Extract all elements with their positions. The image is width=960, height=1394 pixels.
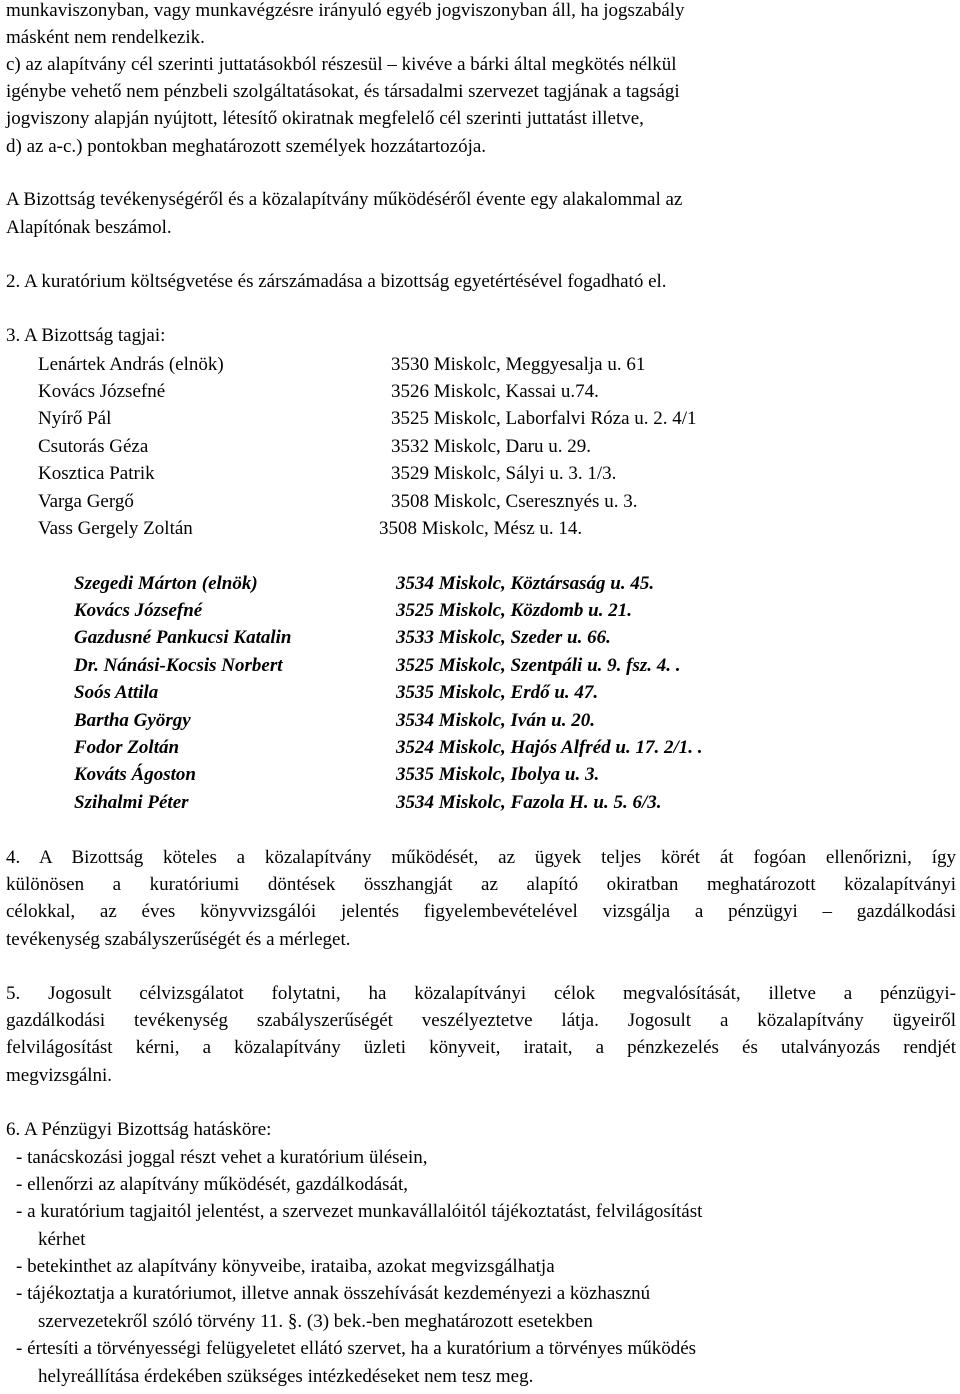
member-name: Gazdusné Pankucsi Katalin (74, 627, 292, 648)
intro-line-3: c) az alapítvány cél szerinti juttatásokból részesül – kivéve a bárki által megkötés nélkül (6, 54, 677, 75)
member-name: Dr. Nánási-Kocsis Norbert (74, 655, 283, 676)
member-address: 3525 Miskolc, Közdomb u. 21. (396, 600, 632, 621)
former-member-name: Varga Gergő (38, 491, 134, 512)
former-member-address: 3508 Miskolc, Mész u. 14. (379, 518, 583, 539)
member-address: 3533 Miskolc, Szeder u. 66. (396, 627, 611, 648)
paragraph-5-line-4: megvizsgálni. (6, 1065, 113, 1086)
member-address: 3534 Miskolc, Köztársaság u. 45. (396, 573, 655, 594)
list-item: - értesíti a törvényességi felügyeletet ellátó szervet, ha a kuratórium a törvényes működés (16, 1338, 697, 1359)
paragraph-4-line-1: 4. A Bizottság köteles a közalapítvány működését, az ügyek teljes körét át fogóan ellenőrizni, így (6, 847, 956, 868)
list-item-continuation: szervezetekről szóló törvény 11. §. (3) bek.-ben meghatározott esetekben (38, 1311, 593, 1332)
member-name: Kováts Ágoston (74, 764, 196, 785)
intro-line-4: igénybe vehető nem pénzbeli szolgáltatásokat, és társadalmi szervezet tagjának a tagsági (6, 81, 680, 102)
member-address: 3535 Miskolc, Erdő u. 47. (396, 682, 599, 703)
intro-line-1: munkaviszonyban, vagy munkavégzésre irányuló egyéb jogviszonyban áll, ha jogszabály (6, 0, 685, 21)
member-address: 3524 Miskolc, Hajós Alfréd u. 17. 2/1. . (396, 737, 703, 758)
member-name: Kovács Józsefné (74, 600, 203, 621)
former-member-address: 3530 Miskolc, Meggyesalja u. 61 (391, 354, 646, 375)
list-item: - tanácskozási joggal részt vehet a kuratórium ülésein, (16, 1147, 428, 1168)
report-line-2: Alapítónak beszámol. (6, 217, 172, 238)
member-address: 3534 Miskolc, Fazola H. u. 5. 6/3. (396, 792, 662, 813)
member-name: Fodor Zoltán (74, 737, 180, 758)
former-member-name: Nyírő Pál (38, 408, 112, 429)
former-member-name: Vass Gergely Zoltán (38, 518, 193, 539)
list-item: - a kuratórium tagjaitól jelentést, a szervezet munkavállalóitól tájékoztatást, felvilágosítást (16, 1201, 703, 1222)
member-name: Szegedi Márton (elnök) (74, 573, 258, 594)
paragraph-6-heading: 6. A Pénzügyi Bizottság hatásköre: (6, 1119, 272, 1140)
member-name: Soós Attila (74, 682, 159, 703)
paragraph-5-line-2: gazdálkodási tevékenység szabályszerűségét veszélyeztetve látja. Jogosult a közalapítvány ügyeiről (6, 1010, 956, 1031)
member-name: Szihalmi Péter (74, 792, 189, 813)
report-line-1: A Bizottság tevékenységéről és a közalapítvány működéséről évente egy alakalommal az (6, 189, 683, 210)
former-member-name: Kosztica Patrik (38, 463, 155, 484)
member-address: 3534 Miskolc, Iván u. 20. (396, 710, 595, 731)
paragraph-4-line-3: célokkal, az éves könyvvizsgálói jelentés figyelembevételével vizsgálja a pénzügyi – gazdálkodási (6, 901, 956, 922)
former-member-address: 3508 Miskolc, Cseresznyés u. 3. (391, 491, 638, 512)
former-member-address: 3529 Miskolc, Sályi u. 3. 1/3. (391, 463, 617, 484)
intro-line-5: jogviszony alapján nyújtott, létesítő okiratnak megfelelő cél szerinti juttatást illetve, (6, 108, 644, 129)
paragraph-3-heading: 3. A Bizottság tagjai: (6, 325, 166, 346)
member-address: 3535 Miskolc, Ibolya u. 3. (396, 764, 600, 785)
former-member-name: Kovács Józsefné (38, 381, 166, 402)
list-item-continuation: kérhet (38, 1229, 86, 1250)
member-address: 3525 Miskolc, Szentpáli u. 9. fsz. 4. . (396, 655, 681, 676)
list-item: - ellenőrzi az alapítvány működését, gazdálkodását, (16, 1174, 408, 1195)
intro-line-2: másként nem rendelkezik. (6, 27, 205, 48)
intro-line-6: d) az a-c.) pontokban meghatározott személyek hozzátartozója. (6, 136, 487, 157)
former-member-name: Lenártek András (elnök) (38, 354, 224, 375)
former-member-name: Csutorás Géza (38, 436, 149, 457)
paragraph-5-line-3: felvilágosítást kérni, a közalapítvány üzleti könyveit, iratait, a pénzkezelés és utalványozás rendjét (6, 1037, 956, 1058)
former-member-address: 3532 Miskolc, Daru u. 29. (391, 436, 592, 457)
list-item: - tájékoztatja a kuratóriumot, illetve annak összehívását kezdeményezi a közhasznú (16, 1283, 651, 1304)
paragraph-4-line-2: különösen a kuratóriumi döntések összhangját az alapító okiratban meghatározott közalapítványi (6, 874, 956, 895)
member-name: Bartha György (74, 710, 191, 731)
paragraph-5-line-1: 5. Jogosult célvizsgálatot folytatni, ha közalapítványi célok megvalósítását, illetve a pénzügyi- (6, 983, 956, 1004)
paragraph-4-line-4: tevékenység szabályszerűségét és a mérleget. (6, 929, 351, 950)
list-item: - betekinthet az alapítvány könyveibe, irataiba, azokat megvizsgálhatja (16, 1256, 555, 1277)
former-member-address: 3525 Miskolc, Laborfalvi Róza u. 2. 4/1 (391, 408, 697, 429)
list-item-continuation: helyreállítása érdekében szükséges intézkedéseket nem tesz meg. (38, 1366, 534, 1387)
paragraph-2: 2. A kuratórium költségvetése és zárszámadása a bizottság egyetértésével fogadható el. (6, 271, 667, 292)
former-member-address: 3526 Miskolc, Kassai u.74. (391, 381, 599, 402)
